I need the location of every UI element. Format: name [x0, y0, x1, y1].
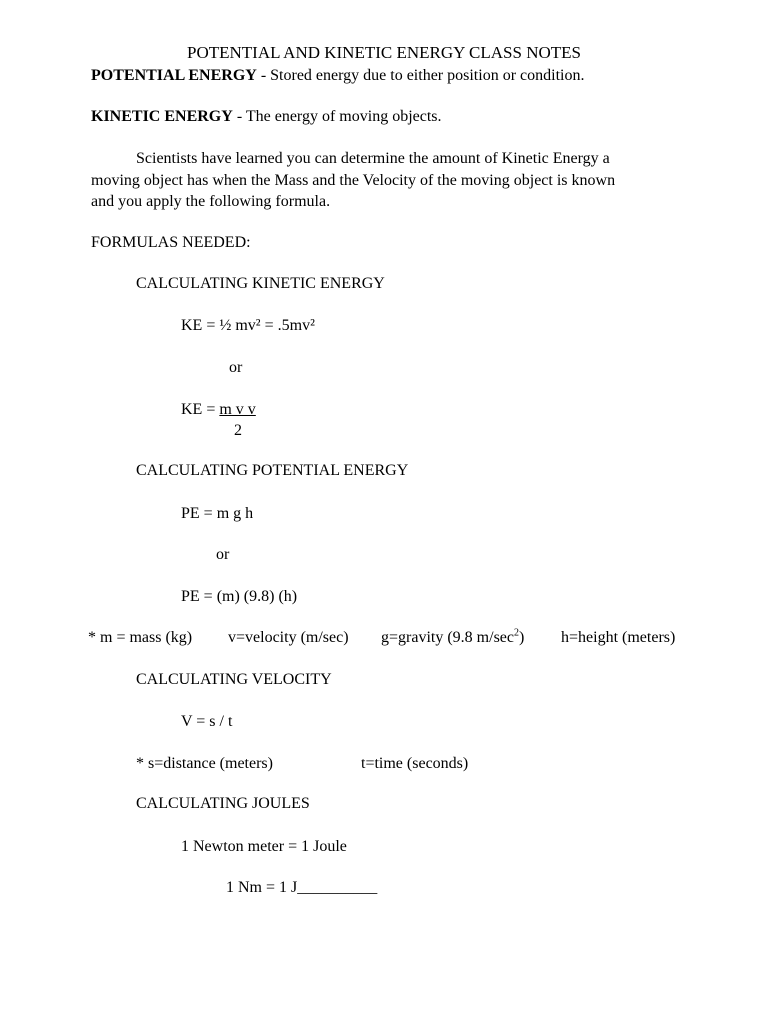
joules-line-1: 1 Newton meter = 1 Joule — [181, 838, 347, 855]
ke-formula-2-numerator: m v v — [219, 401, 256, 418]
variable-gravity-text: g=gravity (9.8 m/sec — [381, 629, 514, 646]
variable-gravity-exponent: 2 — [514, 627, 519, 639]
pe-or: or — [216, 546, 230, 563]
pe-formula-1: PE = m g h — [181, 505, 254, 522]
paragraph-line-3: and you apply the following formula. — [91, 193, 331, 210]
variable-time: t=time (seconds) — [361, 755, 469, 772]
ke-formula-2-lhs: KE = — [181, 401, 220, 418]
velocity-formula: V = s / t — [181, 713, 233, 730]
variable-gravity-close: ) — [519, 629, 525, 646]
potential-energy-definition — [91, 66, 584, 86]
page-title: POTENTIAL AND KINETIC ENERGY CLASS NOTES — [187, 43, 581, 62]
ke-formula-2-denominator: 2 — [234, 422, 242, 439]
kinetic-energy-term: KINETIC ENERGY — [91, 108, 233, 125]
ke-formula-2 — [181, 400, 256, 420]
variable-distance: * s=distance (meters) — [136, 755, 273, 772]
variable-height: h=height (meters) — [561, 629, 676, 646]
variable-velocity: v=velocity (m/sec) — [228, 629, 349, 646]
kinetic-energy-definition — [91, 107, 442, 127]
pe-formula-2: PE = (m) (9.8) (h) — [181, 588, 298, 605]
potential-energy-term: POTENTIAL ENERGY — [91, 67, 257, 84]
joules-section-heading: CALCULATING JOULES — [136, 795, 310, 812]
variable-gravity — [381, 628, 524, 648]
velocity-section-heading: CALCULATING VELOCITY — [136, 671, 332, 688]
kinetic-energy-text: - The energy of moving objects. — [232, 108, 442, 125]
ke-or: or — [229, 359, 243, 376]
ke-section-heading: CALCULATING KINETIC ENERGY — [136, 275, 385, 292]
potential-energy-text: - Stored energy due to either position or condition. — [256, 67, 585, 84]
formulas-needed-heading: FORMULAS NEEDED: — [91, 234, 251, 251]
paragraph-line-1: Scientists have learned you can determine the amount of Kinetic Energy a — [136, 150, 610, 167]
variable-mass: * m = mass (kg) — [88, 629, 193, 646]
ke-formula-1: KE = ½ mv² = .5mv² — [181, 317, 315, 334]
pe-section-heading: CALCULATING POTENTIAL ENERGY — [136, 462, 409, 479]
paragraph-line-2: moving object has when the Mass and the Velocity of the moving object is known — [91, 172, 616, 189]
joules-line-2: 1 Nm = 1 J__________ — [226, 879, 378, 896]
